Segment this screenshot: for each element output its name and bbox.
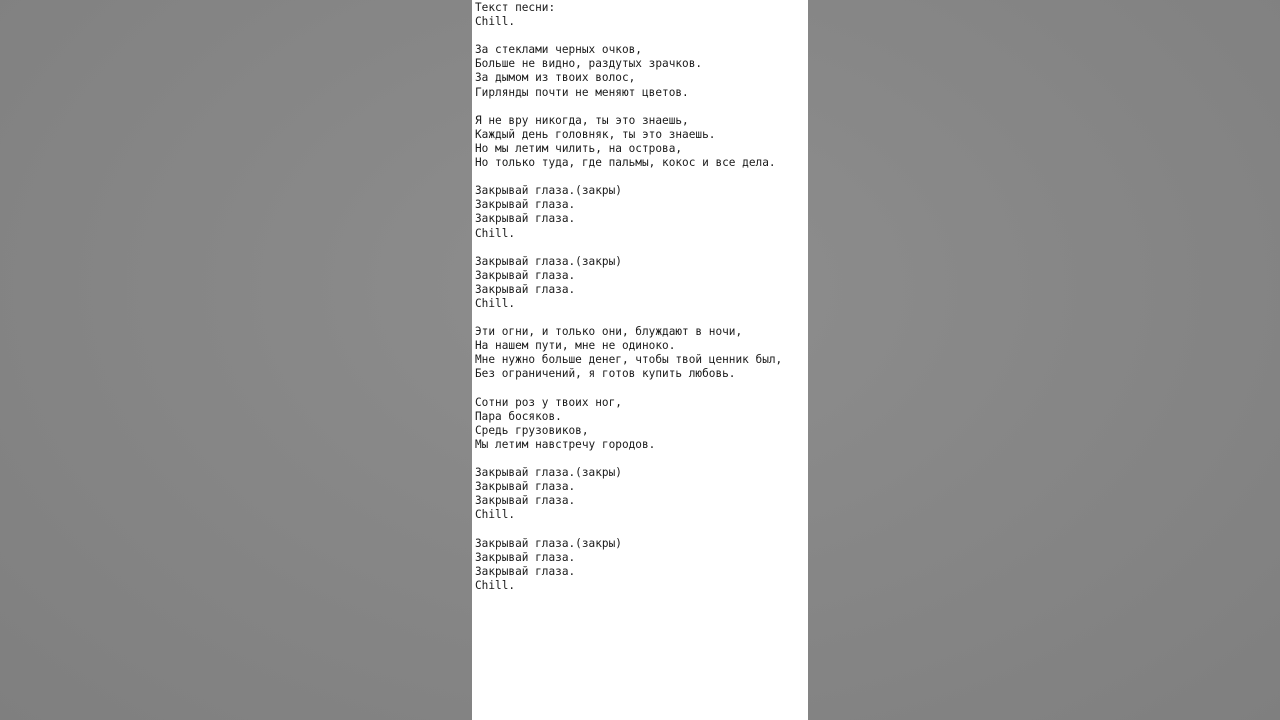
lyric-line: Chill. — [475, 508, 516, 522]
lyric-line: Закрывай глаза.(закры) — [475, 536, 622, 550]
lyric-line: Но мы летим чилить, на острова, — [475, 141, 683, 155]
blank-line — [475, 522, 808, 536]
lyric-line: Пара босяков. — [475, 409, 562, 423]
lyric-line: Закрывай глаза. — [475, 212, 576, 226]
lyric-line: Закрывай глаза. — [475, 494, 576, 508]
lyric-line: Закрывай глаза.(закры) — [475, 184, 622, 198]
lyric-line: Текст песни: — [475, 1, 556, 14]
lyric-line: Закрывай глаза. — [475, 198, 576, 212]
lyric-line: Закрывай глаза. — [475, 564, 576, 578]
lyric-line: Закрывай глаза. — [475, 550, 576, 564]
lyric-line: Каждый день головняк, ты это знаешь. — [475, 127, 716, 141]
lyric-line: Chill. — [475, 15, 516, 29]
blank-line — [475, 170, 808, 184]
lyric-line: За дымом из твоих волос, — [475, 71, 636, 85]
lyric-line: Закрывай глаза. — [475, 282, 576, 296]
lyric-line: Эти огни, и только они, блуждают в ночи, — [475, 325, 743, 339]
lyric-line: Закрывай глаза. — [475, 480, 576, 494]
lyric-line: Больше не видно, раздутых зрачков. — [475, 57, 703, 71]
lyric-line: Мы летим навстречу городов. — [475, 437, 656, 451]
lyric-line: На нашем пути, мне не одиноко. — [475, 339, 676, 353]
lyric-line: Мне нужно больше денег, чтобы твой ценник был, — [475, 353, 783, 367]
lyric-line: За стеклами черных очков, — [475, 43, 642, 57]
blank-line — [475, 382, 808, 396]
lyric-line: Chill. — [475, 226, 516, 240]
blank-line — [475, 100, 808, 114]
blank-line — [475, 452, 808, 466]
lyric-line: Сотни роз у твоих ног, — [475, 395, 622, 409]
lyric-line: Но только туда, где пальмы, кокос и все дела. — [475, 156, 776, 170]
blank-line — [475, 29, 808, 43]
lyric-line: Я не вру никогда, ты это знаешь, — [475, 113, 689, 127]
lyric-line: Без ограничений, я готов купить любовь. — [475, 367, 736, 381]
lyric-line: Закрывай глаза.(закры) — [475, 254, 622, 268]
lyric-line: Закрывай глаза. — [475, 268, 576, 282]
lyric-line: Chill. — [475, 578, 516, 592]
lyric-line: Chill. — [475, 296, 516, 310]
lyric-line: Средь грузовиков, — [475, 423, 589, 437]
lyric-line: Закрывай глаза.(закры) — [475, 466, 622, 480]
blank-line — [475, 311, 808, 325]
lyrics-page — [472, 0, 808, 720]
lyric-line: Гирлянды почти не меняют цветов. — [475, 85, 689, 99]
blank-line — [475, 241, 808, 255]
lyrics-text — [475, 1, 808, 593]
